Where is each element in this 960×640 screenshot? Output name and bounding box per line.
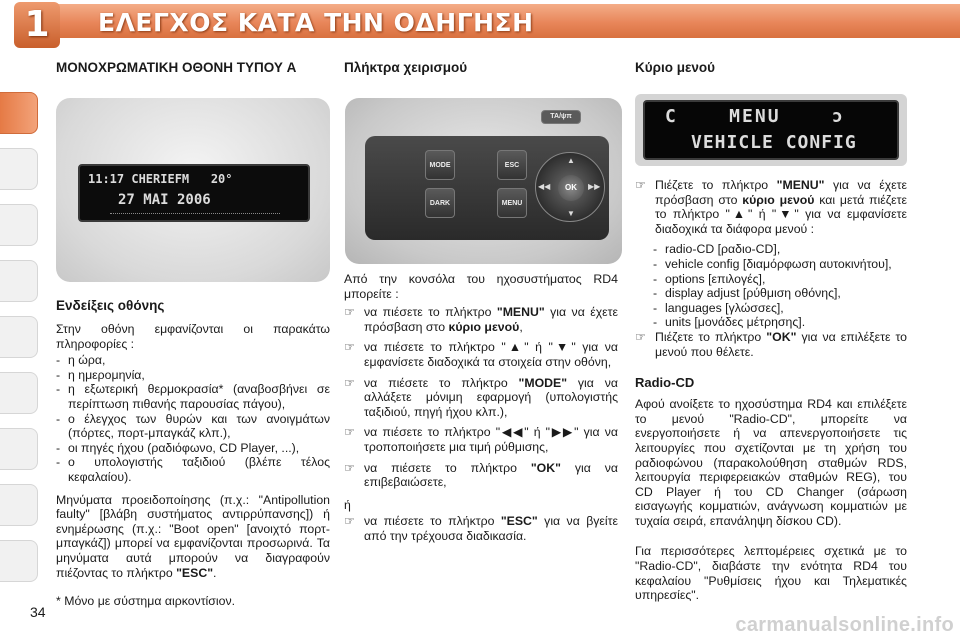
lcd-indicator-row [110, 213, 280, 217]
list-item [56, 455, 330, 484]
list-item-text: οι πηγές ήχου (ραδιόφωνο, CD Player, ...), [68, 440, 300, 455]
menu-item [653, 301, 907, 316]
dash-marker: - [56, 367, 61, 382]
mode-button[interactable]: MODE [425, 150, 455, 180]
dark-button[interactable]: DARK [425, 188, 455, 218]
chapter-tab-7[interactable] [0, 428, 38, 470]
menu-item [653, 272, 907, 287]
menu-list [635, 242, 907, 330]
pointer-icon: ☞ [344, 375, 356, 390]
column-1-body [56, 298, 330, 580]
lcd-line-2: 27 MAI 2006 [118, 192, 211, 208]
chapter-tab-3[interactable] [0, 204, 38, 246]
chapter-tab-2[interactable] [0, 148, 38, 190]
column-monochrome-display [56, 60, 330, 76]
list-item: ☞ να πιέσετε το πλήκτρο "ESC" για να βγείτε από την τρέχουσα διαδικασία. [344, 514, 618, 543]
menu-item-text: display adjust [ρύθμιση οθόνης], [665, 286, 841, 301]
page-header [0, 0, 960, 45]
menu-item-text: vehicle config [διαμόρφωση αυτοκινήτου], [665, 256, 892, 271]
indications-intro: Στην οθόνη εμφανίζονται οι παρακάτω πληροφορίες : [56, 322, 330, 351]
menu-button[interactable]: MENU [497, 188, 527, 218]
radio-cd-heading: Radio-CD [635, 375, 695, 391]
list-item [56, 382, 330, 411]
more-info-text: Για περισσότερες λεπτομέρειες σχετικά με το "Radio-CD", διαβάστε την ενότητα RD4 του κεφαλαίου "Ρυθμίσεις ήχου και Τηλεματικές υπηρεσίες". [635, 544, 907, 603]
rewind-icon[interactable]: ◀◀ [538, 182, 551, 191]
up-arrow-icon[interactable]: ▲ [567, 156, 575, 165]
dash-marker: - [653, 286, 658, 301]
dash-marker: - [653, 315, 658, 330]
list-item: ☞ να πιέσετε το πλήκτρο "OK" για να επιβεβαιώσετε, [344, 460, 618, 490]
list-item: ☞ Πιέζετε το πλήκτρο "OK" για να επιλέξετε το μενού που θέλετε. [635, 329, 907, 359]
warning-text: Μηνύματα προειδοποίησης (π.χ.: "Antipollution faulty" [βλάβη συστήματος αντιρρύπανσης]) ή ενημέρωσης (π.χ.: "Boot open" [ανοιχτό πορτ-μπαγκάζ]) μπορεί να εμφανίζονται προσωρινά. Τα μηνύματα αυτά μπορούν να διαγραφούν πιέζοντας το πλήκτρο [56, 492, 330, 580]
section-heading: ΜΟΝΟΧΡΩΜΑΤΙΚΗ ΟΘΟΝΗ ΤΥΠΟΥ A [56, 60, 297, 75]
dash-marker: - [56, 353, 61, 368]
dash-marker: - [56, 411, 61, 426]
list-item: ☞ να πιέσετε το πλήκτρο "MENU" για να έχετε πρόσβαση στο κύριο μενού, [344, 305, 618, 334]
radio-cd-text: Αφού ανοίξετε το ηχοσύστημα RD4 και επιλέξετε το μενού "Radio-CD", μπορείτε να ενεργοποιήσετε ή να απενεργοποιήσετε τις λειτουργίες που σχετίζονται με τη χρήση του ραδιοφώνου (παρακολούθηση σταθμών RDS, λειτουργία περιφερειακών σταθμών REG), του CD Player ή του CD Changer (σάρωση εισαγωγής κομματιών, ανάγνωση κομματιών με τυχαία σειρά, επανάληψη δίσκου CD). [635, 397, 907, 528]
section-heading: Κύριο μενού [635, 60, 715, 75]
fast-forward-icon[interactable]: ▶▶ [588, 182, 601, 191]
list-item-text: η ημερομηνία, [68, 367, 145, 382]
footnote: * Μόνο με σύστημα αιρκοντίσιον. [56, 594, 236, 608]
pointer-icon: ☞ [635, 178, 647, 192]
list-item-text: η εξωτερική θερμοκρασία* (αναβοσβήνει σε περίπτωση πιθανής παρουσίας πάγου), [68, 382, 330, 411]
list-item: ☞ να πιέσετε το πλήκτρο "◀◀" ή "▶▶" για να τροποποιήσετε μια τιμή ρύθμισης, [344, 425, 618, 454]
lcd-line-1: 11:17 CHERIEFM 20° [88, 172, 233, 186]
pointer-icon: ☞ [344, 305, 356, 320]
pointer-icon: ☞ [344, 425, 356, 440]
list-item [56, 353, 330, 368]
menu-lcd-screen [643, 100, 899, 160]
indications-heading: Ενδείξεις οθόνης [56, 298, 165, 313]
menu-lcd-line-2: VEHICLE CONFIG [691, 132, 857, 153]
chapter-tab-4[interactable] [0, 260, 38, 302]
pointer-icon: ☞ [635, 329, 647, 344]
controls-intro: Από την κονσόλα του ηχοσυστήματος RD4 μπορείτε : [344, 272, 618, 301]
down-arrow-icon[interactable]: ▼ [567, 209, 575, 218]
list-item: ☞ Πιέζετε το πλήκτρο "MENU" για να έχετε πρόσβαση στο κύριο μενού και μετά πιέζετε το πλήκτρο "▲" ή "▼" για να εμφανίσετε διαδοχικά τα διάφορα μενού : [635, 178, 907, 236]
section-heading: Πλήκτρα χειρισμού [344, 60, 468, 75]
watermark: carmanualsonline.info [735, 614, 954, 636]
pointer-icon: ☞ [344, 514, 356, 529]
menu-item-text: options [επιλογές], [665, 271, 766, 286]
control-panel-face [365, 136, 609, 240]
list-item: ☞ να πιέσετε το πλήκτρο "▲" ή "▼" για να εμφανίσετε διαδοχικά τα στοιχεία στην οθόνη, [344, 340, 619, 369]
esc-key-label: "ESC" [176, 565, 214, 580]
display-photo [56, 98, 330, 282]
lcd-screen [78, 164, 310, 222]
list-item [56, 441, 330, 456]
chapter-tab-9[interactable] [0, 540, 38, 582]
warning-paragraph [56, 493, 330, 581]
ta-button[interactable]: TA/ψπ [541, 110, 581, 124]
page-number: 34 [30, 604, 46, 620]
dash-marker: - [653, 300, 658, 315]
dash-marker: - [653, 256, 658, 271]
chapter-tab-5[interactable] [0, 316, 38, 358]
column-controls [344, 60, 618, 76]
list-item: ☞ να πιέσετε το πλήκτρο "MODE" για να αλλάξετε μόνιμη εφαρμογή (υπολογιστής ταξιδιού, πηγή ήχου κλπ.), [344, 375, 618, 419]
menu-item-text: units [μονάδες μέτρησης]. [665, 315, 806, 330]
dash-marker: - [56, 455, 61, 470]
list-item-text: η ώρα, [68, 353, 106, 368]
column-2-body [344, 272, 618, 544]
dash-marker: - [653, 271, 658, 286]
column-3-body [635, 178, 907, 603]
menu-item [653, 286, 907, 301]
menu-item [653, 242, 907, 257]
list-item-text: ο υπολογιστής ταξιδιού (βλέπε τέλος κεφαλαίου). [68, 455, 330, 484]
chapter-tabs [0, 52, 40, 632]
control-panel-photo [345, 98, 622, 264]
menu-lcd-line-1: C MENU ͻ [665, 106, 845, 127]
esc-button[interactable]: ESC [497, 150, 527, 180]
list-item [56, 368, 330, 383]
chapter-tab-1[interactable] [0, 92, 38, 134]
warning-end: . [213, 565, 217, 580]
pointer-icon: ☞ [344, 340, 356, 355]
list-item [56, 412, 330, 441]
chapter-number-badge: 1 [14, 2, 60, 48]
list-item-text: ο έλεγχος των θυρών και των ανοιγμάτων (πόρτες, πορτ-μπαγκάζ κλπ.), [68, 411, 330, 441]
menu-item-text: languages [γλώσσες], [665, 300, 784, 315]
dash-marker: - [56, 440, 61, 455]
indications-list [56, 353, 330, 484]
dash-marker: - [653, 242, 658, 257]
menu-display-photo [635, 94, 907, 166]
pointer-icon: ☞ [344, 460, 356, 475]
ok-button[interactable]: OK [558, 175, 584, 201]
menu-item [653, 257, 907, 272]
chapter-title: ΕΛΕΓΧΟΣ ΚΑΤΑ ΤΗΝ ΟΔΗΓΗΣΗ [98, 8, 534, 37]
chapter-tab-6[interactable] [0, 372, 38, 414]
column-main-menu [635, 60, 907, 76]
or-text: ή [344, 497, 351, 512]
navigation-dial[interactable] [535, 152, 605, 222]
menu-item [653, 315, 907, 330]
chapter-tab-8[interactable] [0, 484, 38, 526]
menu-item-text: radio-CD [ραδιο-CD], [665, 242, 781, 257]
dash-marker: - [56, 382, 61, 397]
